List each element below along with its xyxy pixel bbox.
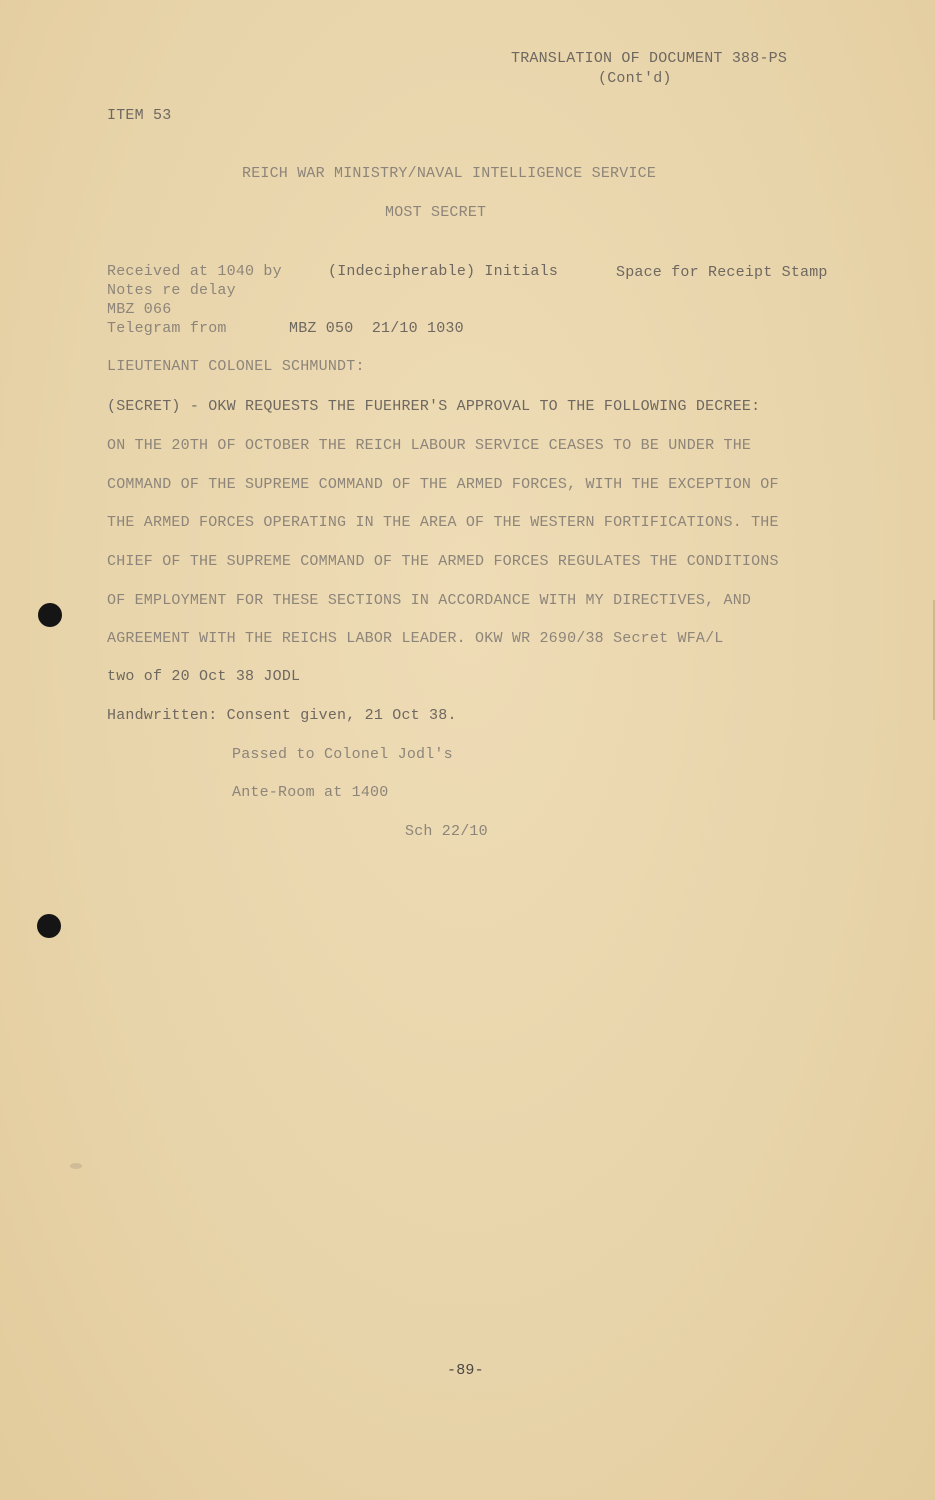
handwritten-note-signature: Sch 22/10 bbox=[405, 823, 488, 840]
body-line: OF EMPLOYMENT FOR THESE SECTIONS IN ACCORDANCE WITH MY DIRECTIVES, AND bbox=[107, 592, 752, 609]
notes-delay: Notes re delay bbox=[107, 282, 236, 299]
body-line: CHIEF OF THE SUPREME COMMAND OF THE ARMED FORCES REGULATES THE CONDITIONS bbox=[107, 553, 779, 570]
handwritten-note-anteroom: Ante-Room at 1400 bbox=[232, 784, 389, 801]
item-number: ITEM 53 bbox=[107, 107, 172, 124]
body-line: two of 20 Oct 38 JODL bbox=[107, 668, 301, 685]
body-line: COMMAND OF THE SUPREME COMMAND OF THE ARMED FORCES, WITH THE EXCEPTION OF bbox=[107, 476, 779, 493]
receipt-stamp-space: Space for Receipt Stamp bbox=[616, 264, 828, 281]
telegram-label: Telegram from bbox=[107, 320, 227, 337]
received-line: Received at 1040 by bbox=[107, 263, 282, 280]
contd-label: (Cont'd) bbox=[598, 70, 672, 87]
translation-header: TRANSLATION OF DOCUMENT 388-PS bbox=[511, 50, 788, 67]
addressee: LIEUTENANT COLONEL SCHMUNDT: bbox=[107, 358, 365, 375]
body-line: ON THE 20TH OF OCTOBER THE REICH LABOUR SERVICE CEASES TO BE UNDER THE bbox=[107, 437, 752, 454]
body-line: AGREEMENT WITH THE REICHS LABOR LEADER. OKW WR 2690/38 Secret WFA/L bbox=[107, 630, 724, 647]
body-line: (SECRET) - OKW REQUESTS THE FUEHRER'S APPROVAL TO THE FOLLOWING DECREE: bbox=[107, 398, 761, 415]
mbz-number: MBZ 066 bbox=[107, 301, 172, 318]
body-line: THE ARMED FORCES OPERATING IN THE AREA OF THE WESTERN FORTIFICATIONS. THE bbox=[107, 514, 779, 531]
document-title: REICH WAR MINISTRY/NAVAL INTELLIGENCE SERVICE bbox=[242, 165, 657, 182]
paper-smudge bbox=[70, 1163, 82, 1169]
initials-label: (Indecipherable) Initials bbox=[328, 263, 559, 280]
handwritten-note-passed: Passed to Colonel Jodl's bbox=[232, 746, 453, 763]
page-number: -89- bbox=[447, 1362, 484, 1379]
handwritten-note: Handwritten: Consent given, 21 Oct 38. bbox=[107, 707, 457, 724]
punch-hole-icon bbox=[38, 603, 62, 627]
punch-hole-icon bbox=[37, 914, 61, 938]
classification-label: MOST SECRET bbox=[385, 204, 487, 221]
telegram-value: MBZ 050 21/10 1030 bbox=[289, 320, 464, 337]
